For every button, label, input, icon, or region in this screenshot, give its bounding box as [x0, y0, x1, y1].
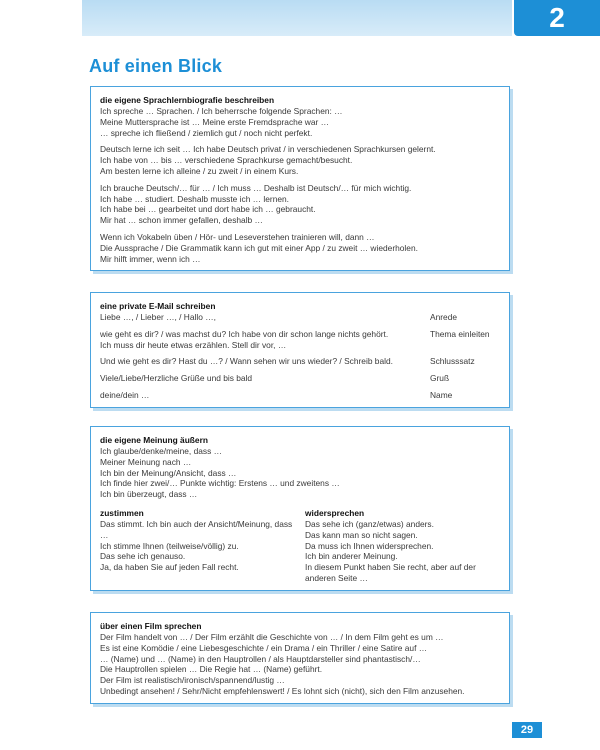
- text-line: Ich habe von … bis … verschiedene Sprachkurse gemacht/besucht.: [100, 155, 353, 166]
- disagree-column: [305, 508, 500, 584]
- chapter-tab: 2: [514, 0, 600, 36]
- email-part-label: Gruß: [430, 373, 450, 384]
- box-heading: eine private E-Mail schreiben: [100, 301, 216, 311]
- text-line: Mir hilft immer, wenn ich …: [100, 253, 201, 264]
- text-line: Das sehe ich genauso.: [100, 551, 186, 562]
- text-line: Da muss ich Ihnen widersprechen.: [305, 540, 434, 551]
- group: [100, 106, 500, 138]
- text-line: Die Hauptrollen spielen … Die Regie hat … (Name) geführt.: [100, 664, 323, 675]
- group: [100, 144, 500, 176]
- box-private-email: [90, 292, 510, 408]
- box-talk-about-film: [90, 612, 510, 704]
- text-line: Die Aussprache / Die Grammatik kann ich gut mit einer App / zu zweit … wiederholen.: [100, 242, 418, 253]
- text-line: Ich habe … studiert. Deshalb musste ich … lernen.: [100, 193, 289, 204]
- email-part-label: Name: [430, 389, 453, 400]
- email-row: [100, 390, 500, 401]
- agree-column: [100, 508, 295, 584]
- box-express-opinion: [90, 426, 510, 591]
- text-line: Das kann man so nicht sagen.: [305, 529, 418, 540]
- text-line: wie geht es dir? / was machst du? Ich habe von dir schon lange nichts gehört.: [100, 328, 389, 339]
- text-line: Ja, da haben Sie auf jeden Fall recht.: [100, 562, 239, 573]
- box-heading: die eigene Meinung äußern: [100, 435, 208, 445]
- text-line: Am besten lerne ich alleine / zu zweit / in einem Kurs.: [100, 165, 299, 176]
- text-line: Es ist eine Komödie / eine Liebesgeschichte / ein Drama / ein Thriller / eine Satire auf …: [100, 642, 428, 653]
- text-line: Ich glaube/denke/meine, dass …: [100, 446, 222, 456]
- text-line: Ich stimme Ihnen (teilweise/völlig) zu.: [100, 540, 239, 551]
- text-line: Ich spreche … Sprachen. / Ich beherrsche folgende Sprachen: …: [100, 106, 343, 116]
- text-line: Ich finde hier zwei/… Punkte wichtig: Erstens … und zweitens …: [100, 478, 340, 489]
- text-line: Das sehe ich (ganz/etwas) anders.: [305, 518, 434, 529]
- text-line: Meiner Meinung nach …: [100, 456, 192, 467]
- text-line: Wenn ich Vokabeln üben / Hör- und Leseverstehen trainieren will, dann …: [100, 231, 375, 242]
- email-part-label: Anrede: [430, 312, 458, 322]
- box-heading: über einen Film sprechen: [100, 621, 202, 631]
- box-heading: die eigene Sprachlernbiografie beschreiben: [100, 95, 275, 105]
- text-line: Ich bin der Meinung/Ansicht, dass …: [100, 467, 237, 478]
- email-part-label: Schlusssatz: [430, 356, 475, 367]
- text-line: Das stimmt. Ich bin auch der Ansicht/Meinung, dass …: [100, 518, 293, 540]
- email-row: [100, 329, 500, 351]
- text-line: … spreche ich fließend / ziemlich gut / noch nicht perfekt.: [100, 127, 313, 138]
- box-language-biography: [90, 86, 510, 271]
- group: [100, 183, 500, 226]
- text-line: Ich muss dir heute etwas erzählen. Stell dir vor, …: [100, 339, 287, 350]
- text-line: Und wie geht es dir? Hast du …? / Wann sehen wir uns wieder? / Schreib bald.: [100, 356, 393, 367]
- text-line: Ich habe bei … gearbeitet und dort habe ich … gebraucht.: [100, 204, 316, 215]
- text-line: Unbedingt ansehen! / Sehr/Nicht empfehlenswert! / Es lohnt sich (nicht), sich den Film anzusehen.: [100, 685, 465, 696]
- column-heading: widersprechen: [305, 507, 365, 518]
- text-line: Liebe …, / Lieber …, / Hallo …,: [100, 312, 216, 322]
- text-line: Der Film ist realistisch/ironisch/spannend/lustig …: [100, 675, 285, 686]
- text-line: In diesem Punkt haben Sie recht, aber auf der anderen Seite …: [305, 562, 476, 583]
- text-line: Meine Muttersprache ist … Meine erste Fremdsprache war …: [100, 116, 329, 127]
- text-line: Ich bin anderer Meinung.: [305, 551, 398, 562]
- group: [100, 232, 500, 264]
- text-line: Deutsch lerne ich seit … Ich habe Deutsch privat / in verschiedenen Sprachkursen gelernt.: [100, 144, 436, 155]
- text-line: Ich bin überzeugt, dass …: [100, 489, 198, 500]
- text-line: Ich brauche Deutsch/… für … / Ich muss … Deshalb ist Deutsch/… für mich wichtig.: [100, 182, 412, 193]
- email-row: [100, 356, 500, 367]
- header-band: [82, 0, 512, 36]
- email-row: [100, 373, 500, 384]
- text-line: deine/dein …: [100, 389, 150, 400]
- text-line: Viele/Liebe/Herzliche Grüße und bis bald: [100, 373, 253, 384]
- text-line: … (Name) und … (Name) in den Hauptrollen / als Hauptdarsteller sind phantastisch/…: [100, 653, 421, 664]
- page-number: 29: [512, 722, 542, 738]
- text-line: Der Film handelt von … / Der Film erzählt die Geschichte von … / In dem Film geht es um …: [100, 632, 444, 642]
- email-row: [100, 312, 500, 323]
- page-title: Auf einen Blick: [89, 56, 223, 76]
- email-part-label: Thema einleiten: [430, 328, 490, 339]
- text-line: Mir hat … schon immer gefallen, deshalb …: [100, 215, 263, 226]
- column-heading: zustimmen: [100, 507, 144, 518]
